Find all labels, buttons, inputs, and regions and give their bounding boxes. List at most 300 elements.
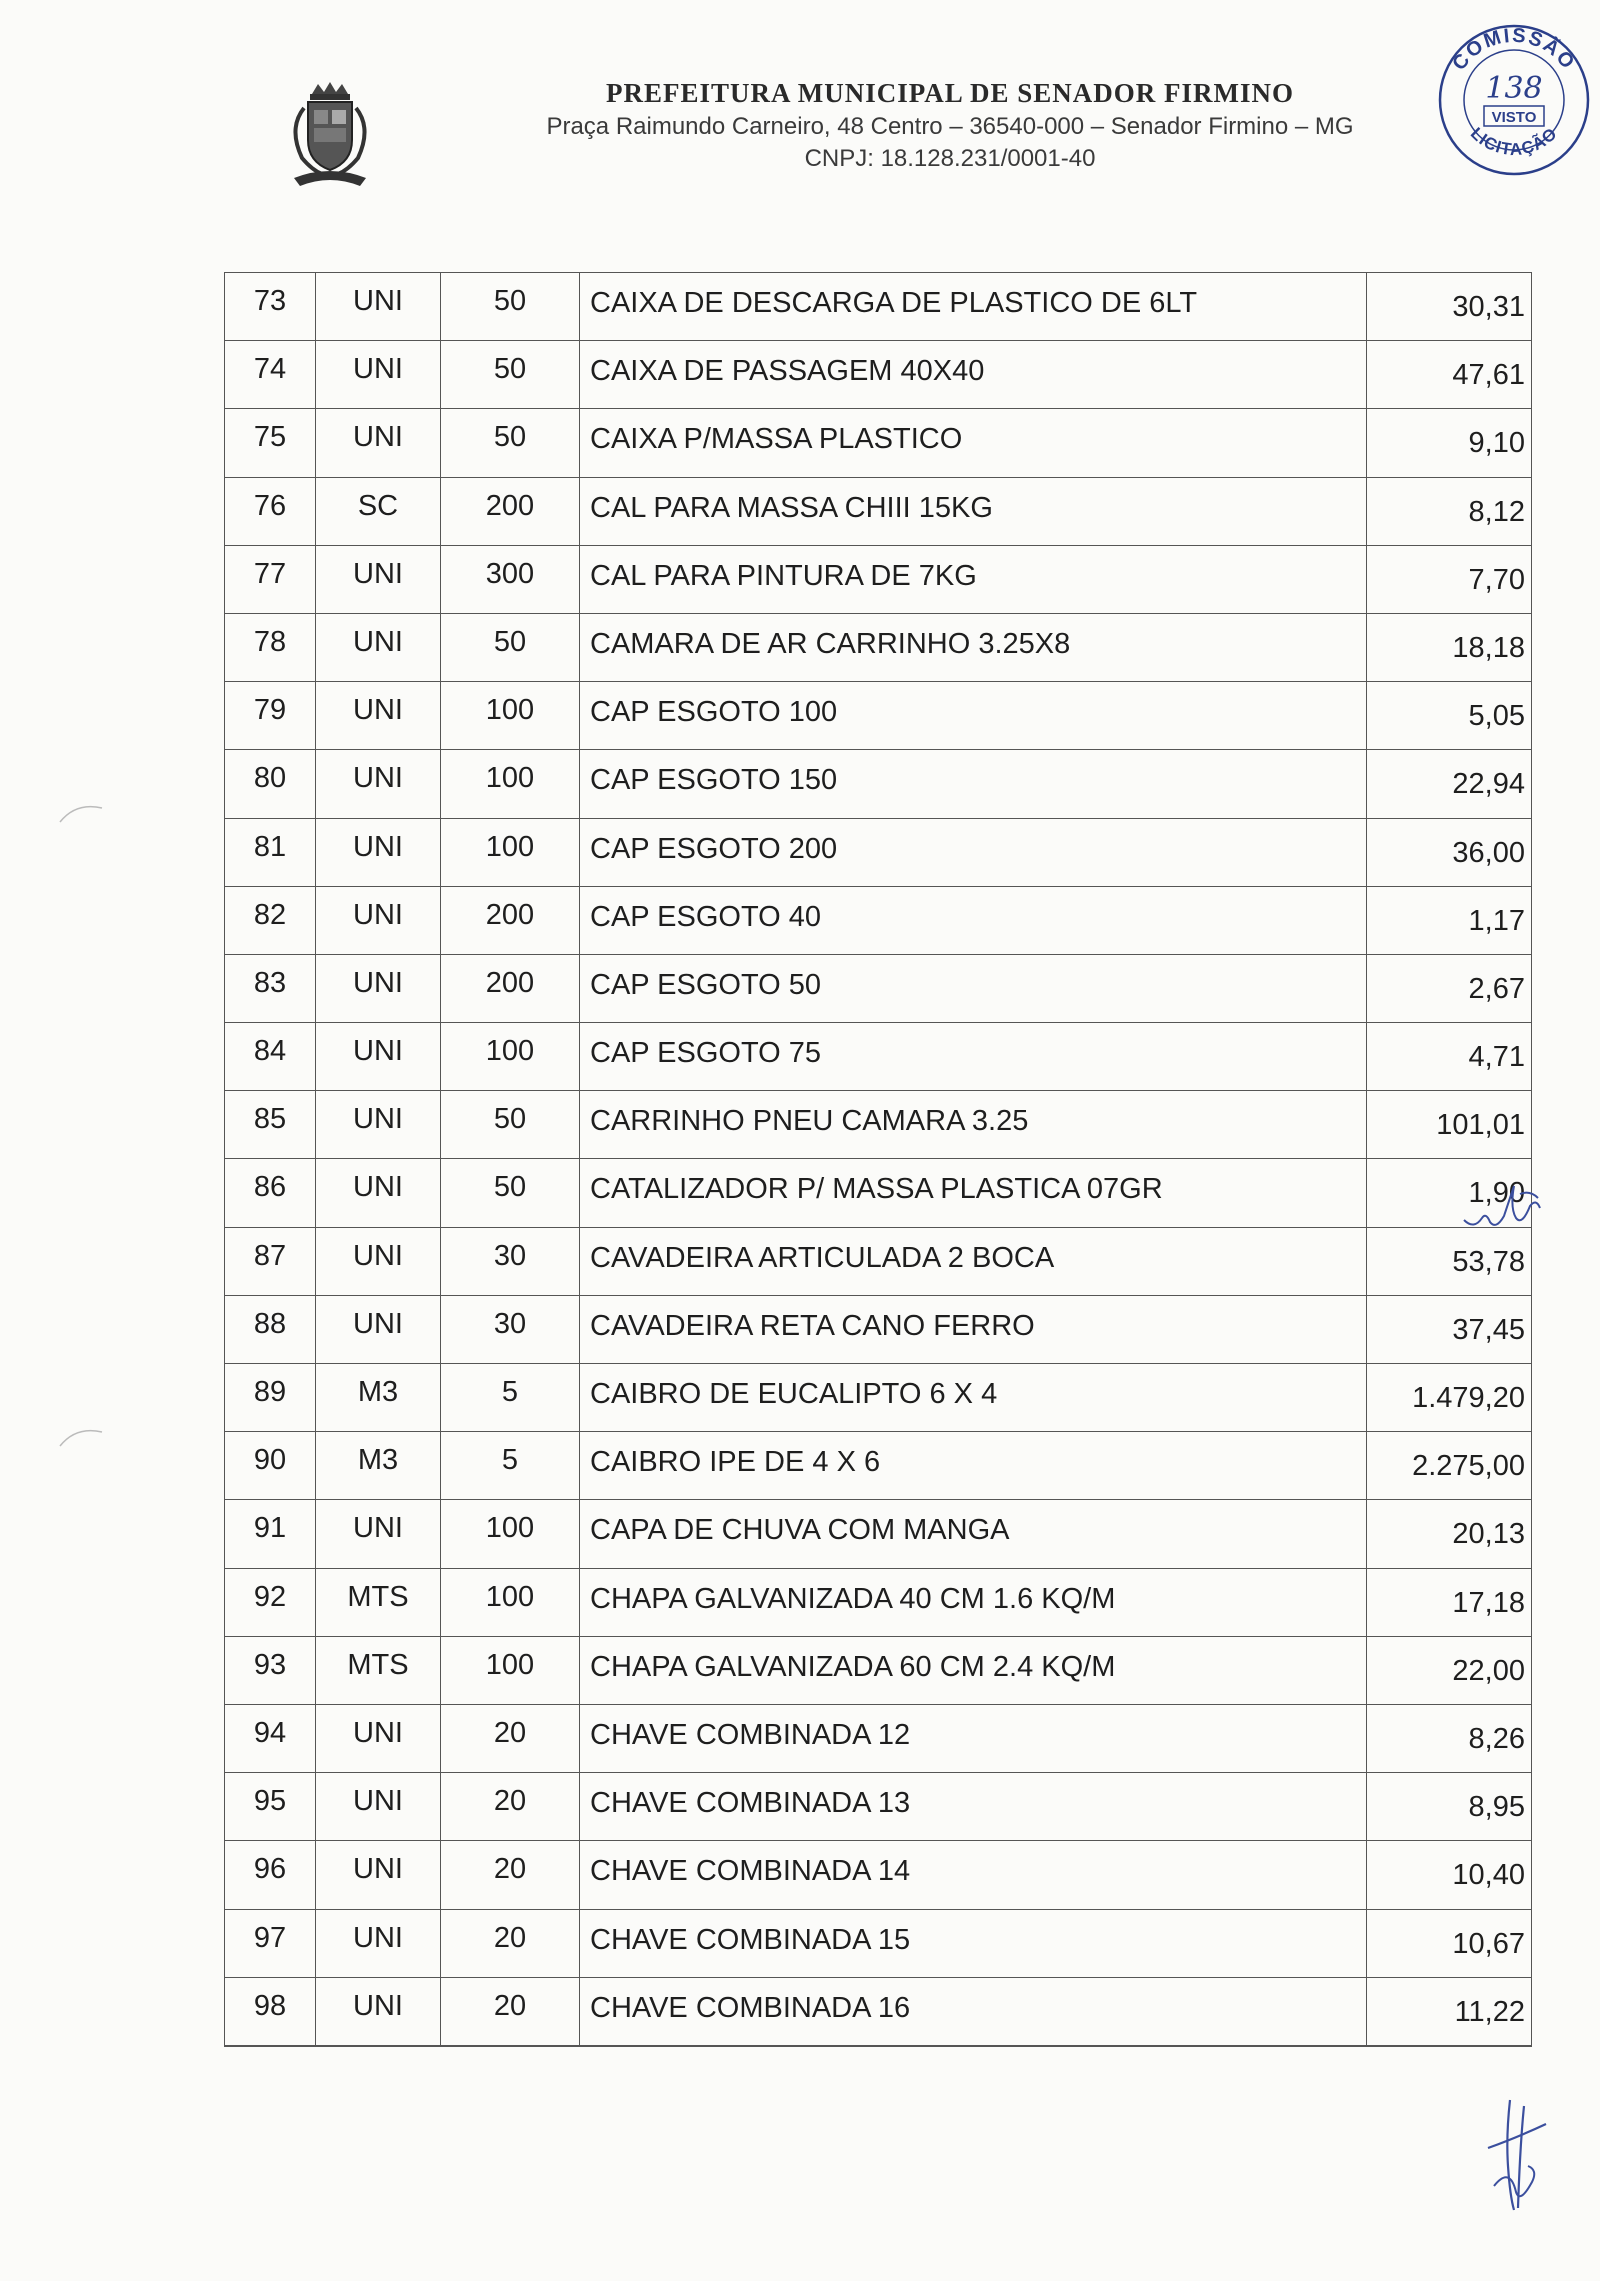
item-quantity-cell — [441, 954, 580, 1022]
item-description-cell — [580, 1023, 1367, 1091]
table-row — [225, 545, 1532, 613]
table-row — [225, 682, 1532, 750]
item-number: 95 — [253, 1785, 287, 1818]
item-unit: UNI — [353, 1989, 403, 2022]
item-description-cell — [580, 1977, 1367, 2046]
item-unit: UNI — [353, 1853, 403, 1886]
item-description-cell — [580, 954, 1367, 1022]
item-price-cell — [1367, 1023, 1532, 1091]
table-row — [225, 613, 1532, 681]
item-description: CHAVE COMBINADA 15 — [590, 1923, 911, 1956]
item-unit: UNI — [353, 1103, 403, 1136]
item-price-cell — [1367, 682, 1532, 750]
item-unit: UNI — [353, 1035, 403, 1068]
item-description-cell — [580, 1295, 1367, 1363]
item-description: CAIBRO DE EUCALIPTO 6 X 4 — [590, 1378, 998, 1410]
item-price-cell — [1367, 1636, 1532, 1704]
table-row — [225, 818, 1532, 886]
table-row — [225, 750, 1532, 818]
commission-stamp — [1432, 18, 1596, 182]
item-price-cell — [1367, 1364, 1532, 1432]
table-row — [225, 1432, 1532, 1500]
punch-hole-mark — [56, 1424, 106, 1448]
item-description: CATALIZADOR P/ MASSA PLASTICA 07GR — [590, 1173, 1163, 1206]
item-unit: UNI — [353, 966, 403, 999]
item-price: 101,01 — [1436, 1109, 1525, 1142]
item-number: 86 — [253, 1171, 287, 1204]
item-price-cell — [1367, 750, 1532, 818]
item-price-cell — [1367, 1841, 1532, 1909]
item-quantity: 30 — [493, 1307, 527, 1340]
table-row — [225, 1704, 1532, 1772]
item-quantity: 30 — [493, 1239, 527, 1272]
item-number-cell — [225, 1500, 316, 1568]
item-price-cell — [1367, 1091, 1532, 1159]
item-price: 47,61 — [1452, 359, 1525, 392]
item-description: CAVADEIRA RETA CANO FERRO — [590, 1309, 1035, 1342]
item-price-cell — [1367, 613, 1532, 681]
item-unit: UNI — [353, 1512, 403, 1545]
item-number-cell — [225, 750, 316, 818]
stamp-top-text: COMISSÃO — [1448, 24, 1580, 75]
item-unit-cell — [316, 409, 441, 477]
item-number-cell — [225, 1909, 316, 1977]
item-unit: UNI — [353, 1307, 403, 1340]
item-unit: UNI — [353, 1921, 403, 1954]
item-number-cell — [225, 477, 316, 545]
organization-name: PREFEITURA MUNICIPAL DE SENADOR FIRMINO — [605, 78, 1295, 108]
item-description-cell — [580, 1636, 1367, 1704]
item-unit: UNI — [353, 1716, 403, 1749]
item-number-cell — [225, 1159, 316, 1227]
item-unit-cell — [316, 1295, 441, 1363]
item-unit: UNI — [353, 353, 403, 386]
item-quantity: 20 — [493, 1785, 527, 1818]
item-quantity: 50 — [493, 625, 527, 658]
item-description-cell — [580, 1704, 1367, 1772]
item-description-cell — [580, 1568, 1367, 1636]
item-unit: UNI — [353, 694, 403, 727]
item-description-cell — [580, 545, 1367, 613]
item-quantity-cell — [441, 750, 580, 818]
item-quantity-cell — [441, 1977, 580, 2046]
stamp-number: 138 — [1485, 71, 1543, 106]
table-row — [225, 1977, 1532, 2046]
item-number-cell — [225, 1977, 316, 2046]
item-price: 30,31 — [1452, 291, 1525, 323]
item-description-cell — [580, 1432, 1367, 1500]
item-unit: MTS — [347, 1648, 409, 1681]
item-number-cell — [225, 1023, 316, 1091]
item-description: CHAVE COMBINADA 14 — [590, 1855, 911, 1888]
table-row — [225, 1159, 1532, 1227]
item-description-cell — [580, 273, 1367, 341]
item-number: 85 — [253, 1103, 287, 1136]
item-unit: UNI — [353, 1239, 403, 1272]
item-number-cell — [225, 1227, 316, 1295]
item-unit-cell — [316, 1432, 441, 1500]
item-price-cell — [1367, 1295, 1532, 1363]
item-price: 1,17 — [1468, 904, 1525, 937]
item-unit: UNI — [353, 898, 403, 931]
item-unit-cell — [316, 1909, 441, 1977]
item-description: CAL PARA PINTURA DE 7KG — [590, 559, 977, 592]
item-number: 89 — [253, 1376, 287, 1408]
item-number-cell — [225, 1295, 316, 1363]
item-description-cell — [580, 1909, 1367, 1977]
item-price-cell — [1367, 1977, 1532, 2046]
item-description-cell — [580, 341, 1367, 409]
item-price-cell — [1367, 954, 1532, 1022]
table-row — [225, 886, 1532, 954]
item-unit-cell — [316, 1773, 441, 1841]
item-description: CHAVE COMBINADA 13 — [590, 1787, 911, 1820]
item-quantity-cell — [441, 1636, 580, 1704]
items-table — [224, 272, 1532, 2047]
item-number-cell — [225, 545, 316, 613]
table-row — [225, 1364, 1532, 1432]
item-quantity-cell — [441, 886, 580, 954]
item-unit-cell — [316, 1227, 441, 1295]
item-description: CHAVE COMBINADA 16 — [590, 1991, 911, 2024]
item-number-cell — [225, 1636, 316, 1704]
item-description-cell — [580, 1500, 1367, 1568]
item-description: CAL PARA MASSA CHIII 15KG — [590, 491, 993, 524]
item-price: 2,67 — [1468, 972, 1525, 1005]
item-number-cell — [225, 1091, 316, 1159]
item-price-cell — [1367, 1909, 1532, 1977]
item-price: 37,45 — [1452, 1313, 1525, 1346]
item-quantity-cell — [441, 1432, 580, 1500]
item-number-cell — [225, 1568, 316, 1636]
item-quantity: 100 — [485, 830, 535, 863]
item-quantity: 50 — [493, 353, 527, 386]
item-number: 80 — [253, 762, 287, 795]
item-quantity-cell — [441, 1773, 580, 1841]
item-description-cell — [580, 477, 1367, 545]
item-description: CHAVE COMBINADA 12 — [590, 1718, 911, 1751]
item-number-cell — [225, 954, 316, 1022]
item-price-cell — [1367, 545, 1532, 613]
item-price: 5,05 — [1468, 700, 1525, 733]
item-description: CAIXA DE DESCARGA DE PLASTICO DE 6LT — [590, 287, 1198, 319]
item-quantity-cell — [441, 409, 580, 477]
item-description-cell — [580, 886, 1367, 954]
handwritten-signature — [1480, 2096, 1550, 2214]
item-unit-cell — [316, 818, 441, 886]
item-unit-cell — [316, 545, 441, 613]
item-number-cell — [225, 613, 316, 681]
item-price: 53,78 — [1452, 1245, 1525, 1278]
item-number: 81 — [253, 830, 287, 863]
item-unit: UNI — [353, 421, 403, 454]
item-description: CAP ESGOTO 40 — [590, 900, 822, 933]
item-unit: SC — [357, 489, 399, 522]
item-number: 78 — [253, 625, 287, 658]
item-price-cell — [1367, 1500, 1532, 1568]
svg-text:LICITAÇÃO — [1467, 124, 1561, 159]
table-row — [225, 273, 1532, 341]
item-price-cell — [1367, 409, 1532, 477]
item-quantity: 20 — [493, 1989, 527, 2022]
item-price: 9,10 — [1468, 427, 1525, 460]
item-number-cell — [225, 341, 316, 409]
item-description: CHAPA GALVANIZADA 60 CM 2.4 KQ/M — [590, 1650, 1116, 1683]
item-number-cell — [225, 1432, 316, 1500]
item-unit: UNI — [353, 557, 403, 590]
item-quantity-cell — [441, 1227, 580, 1295]
item-price: 36,00 — [1452, 836, 1525, 869]
item-price: 1.479,20 — [1412, 1382, 1525, 1414]
organization-cnpj: CNPJ: 18.128.231/0001-40 — [804, 145, 1096, 172]
item-price: 8,95 — [1468, 1791, 1525, 1824]
item-description-cell — [580, 1364, 1367, 1432]
letterhead — [470, 78, 1430, 173]
stamp-bottom-text: LICITAÇÃO — [1466, 123, 1562, 160]
item-number: 92 — [253, 1580, 287, 1613]
item-number: 91 — [253, 1512, 287, 1545]
item-number: 90 — [253, 1444, 287, 1477]
organization-address: Praça Raimundo Carneiro, 48 Centro – 36540-000 – Senador Firmino – MG — [546, 113, 1354, 140]
item-unit-cell — [316, 1159, 441, 1227]
table-row — [225, 409, 1532, 477]
item-description: CAP ESGOTO 75 — [590, 1037, 822, 1070]
item-unit-cell — [316, 1977, 441, 2046]
item-description-cell — [580, 613, 1367, 681]
item-unit: MTS — [347, 1580, 409, 1613]
item-number: 83 — [253, 966, 287, 999]
item-quantity: 200 — [485, 489, 535, 522]
item-quantity: 100 — [485, 1580, 535, 1613]
item-price-cell — [1367, 818, 1532, 886]
item-quantity: 200 — [485, 898, 535, 931]
item-number: 93 — [253, 1648, 287, 1681]
table-row — [225, 1295, 1532, 1363]
item-description: CAPA DE CHUVA COM MANGA — [590, 1514, 1010, 1547]
item-unit-cell — [316, 1636, 441, 1704]
item-quantity-cell — [441, 682, 580, 750]
item-description: CAVADEIRA ARTICULADA 2 BOCA — [590, 1241, 1055, 1274]
item-number-cell — [225, 818, 316, 886]
item-price-cell — [1367, 886, 1532, 954]
item-description-cell — [580, 1773, 1367, 1841]
item-price: 20,13 — [1452, 1518, 1525, 1551]
item-number-cell — [225, 682, 316, 750]
item-price-cell — [1367, 273, 1532, 341]
item-quantity-cell — [441, 1841, 580, 1909]
municipal-crest-icon — [282, 78, 378, 190]
item-number: 88 — [253, 1307, 287, 1340]
item-description-cell — [580, 1841, 1367, 1909]
item-quantity-cell — [441, 1568, 580, 1636]
item-quantity: 20 — [493, 1716, 527, 1749]
table-row — [225, 477, 1532, 545]
item-quantity-cell — [441, 1295, 580, 1363]
item-unit-cell — [316, 341, 441, 409]
item-price-cell — [1367, 477, 1532, 545]
item-quantity-cell — [441, 1091, 580, 1159]
item-quantity: 50 — [493, 421, 527, 454]
item-description: CAP ESGOTO 100 — [590, 696, 838, 729]
item-unit-cell — [316, 886, 441, 954]
item-quantity-cell — [441, 1023, 580, 1091]
item-price: 7,70 — [1468, 563, 1525, 596]
item-number: 73 — [253, 285, 287, 317]
table-row — [225, 1909, 1532, 1977]
item-quantity-cell — [441, 818, 580, 886]
item-description: CAIXA P/MASSA PLASTICO — [590, 423, 963, 456]
item-number: 96 — [253, 1853, 287, 1886]
item-quantity-cell — [441, 273, 580, 341]
item-number-cell — [225, 409, 316, 477]
item-unit-cell — [316, 613, 441, 681]
items-table-body — [225, 273, 1532, 2046]
item-price: 22,00 — [1452, 1654, 1525, 1687]
item-quantity-cell — [441, 1500, 580, 1568]
item-number-cell — [225, 886, 316, 954]
item-number: 75 — [253, 421, 287, 454]
item-unit-cell — [316, 1704, 441, 1772]
item-quantity: 100 — [485, 694, 535, 727]
item-unit: M3 — [357, 1376, 399, 1408]
item-description-cell — [580, 409, 1367, 477]
item-unit-cell — [316, 1091, 441, 1159]
table-row — [225, 1636, 1532, 1704]
item-description: CAIXA DE PASSAGEM 40X40 — [590, 355, 985, 388]
item-description: CAP ESGOTO 50 — [590, 968, 822, 1001]
item-description: CAP ESGOTO 200 — [590, 832, 838, 865]
item-number-cell — [225, 1841, 316, 1909]
item-number: 94 — [253, 1716, 287, 1749]
item-unit: UNI — [353, 285, 403, 317]
item-unit-cell — [316, 1568, 441, 1636]
item-quantity-cell — [441, 341, 580, 409]
item-price-cell — [1367, 1432, 1532, 1500]
item-quantity: 200 — [485, 966, 535, 999]
item-description-cell — [580, 1227, 1367, 1295]
item-unit-cell — [316, 1841, 441, 1909]
item-price: 8,26 — [1468, 1722, 1525, 1755]
item-price: 8,12 — [1468, 495, 1525, 528]
item-number: 87 — [253, 1239, 287, 1272]
item-unit-cell — [316, 477, 441, 545]
item-quantity: 100 — [485, 1035, 535, 1068]
item-number: 84 — [253, 1035, 287, 1068]
item-price: 10,67 — [1452, 1927, 1525, 1960]
item-number: 97 — [253, 1921, 287, 1954]
item-quantity: 20 — [493, 1853, 527, 1886]
item-quantity: 50 — [493, 1103, 527, 1136]
table-row — [225, 954, 1532, 1022]
item-number: 76 — [253, 489, 287, 522]
table-row — [225, 1773, 1532, 1841]
item-quantity: 5 — [501, 1444, 519, 1477]
table-row — [225, 1500, 1532, 1568]
item-unit-cell — [316, 1500, 441, 1568]
item-unit: UNI — [353, 625, 403, 658]
item-price-cell — [1367, 341, 1532, 409]
item-number: 79 — [253, 694, 287, 727]
item-number-cell — [225, 1773, 316, 1841]
item-unit-cell — [316, 682, 441, 750]
stamp-middle-text: VISTO — [1491, 109, 1537, 126]
item-price: 2.275,00 — [1412, 1450, 1525, 1483]
item-unit: UNI — [353, 830, 403, 863]
item-unit: UNI — [353, 762, 403, 795]
item-unit-cell — [316, 954, 441, 1022]
item-quantity-cell — [441, 477, 580, 545]
item-price: 22,94 — [1452, 768, 1525, 801]
initials-signature — [1460, 1168, 1544, 1238]
item-quantity-cell — [441, 545, 580, 613]
item-unit: UNI — [353, 1785, 403, 1818]
table-row — [225, 341, 1532, 409]
item-quantity: 100 — [485, 1512, 535, 1545]
item-description: CHAPA GALVANIZADA 40 CM 1.6 KQ/M — [590, 1582, 1116, 1615]
item-price: 4,71 — [1468, 1041, 1525, 1074]
item-number: 98 — [253, 1989, 287, 2022]
item-description-cell — [580, 1159, 1367, 1227]
item-price-cell — [1367, 1704, 1532, 1772]
item-quantity: 100 — [485, 1648, 535, 1681]
item-price: 17,18 — [1452, 1586, 1525, 1619]
item-quantity-cell — [441, 1364, 580, 1432]
item-unit: UNI — [353, 1171, 403, 1204]
item-quantity: 50 — [493, 285, 527, 317]
item-number-cell — [225, 273, 316, 341]
item-number: 82 — [253, 898, 287, 931]
item-quantity-cell — [441, 1159, 580, 1227]
item-quantity: 50 — [493, 1171, 527, 1204]
item-unit-cell — [316, 1364, 441, 1432]
item-quantity-cell — [441, 1704, 580, 1772]
item-unit-cell — [316, 273, 441, 341]
item-description: CARRINHO PNEU CAMARA 3.25 — [590, 1105, 1029, 1138]
table-row — [225, 1841, 1532, 1909]
item-price-cell — [1367, 1568, 1532, 1636]
item-price: 10,40 — [1452, 1859, 1525, 1892]
item-description-cell — [580, 750, 1367, 818]
item-price: 11,22 — [1454, 1995, 1525, 2028]
item-description: CAP ESGOTO 150 — [590, 764, 838, 797]
punch-hole-mark — [56, 800, 106, 824]
table-row — [225, 1091, 1532, 1159]
item-number: 77 — [253, 557, 287, 590]
item-quantity: 5 — [501, 1376, 519, 1408]
table-row — [225, 1568, 1532, 1636]
item-price: 18,18 — [1452, 631, 1525, 664]
item-unit-cell — [316, 750, 441, 818]
table-row — [225, 1227, 1532, 1295]
table-row — [225, 1023, 1532, 1091]
item-description-cell — [580, 1091, 1367, 1159]
item-quantity-cell — [441, 1909, 580, 1977]
item-description-cell — [580, 682, 1367, 750]
item-quantity-cell — [441, 613, 580, 681]
item-quantity: 100 — [485, 762, 535, 795]
item-unit: M3 — [357, 1444, 399, 1477]
item-number-cell — [225, 1704, 316, 1772]
item-price-cell — [1367, 1773, 1532, 1841]
item-description: CAIBRO IPE DE 4 X 6 — [590, 1446, 881, 1479]
item-number-cell — [225, 1364, 316, 1432]
item-price: 1,90 — [1468, 1177, 1525, 1210]
item-quantity: 300 — [485, 557, 535, 590]
item-quantity: 20 — [493, 1921, 527, 1954]
item-unit-cell — [316, 1023, 441, 1091]
item-number: 74 — [253, 353, 287, 386]
item-description: CAMARA DE AR CARRINHO 3.25X8 — [590, 627, 1071, 660]
